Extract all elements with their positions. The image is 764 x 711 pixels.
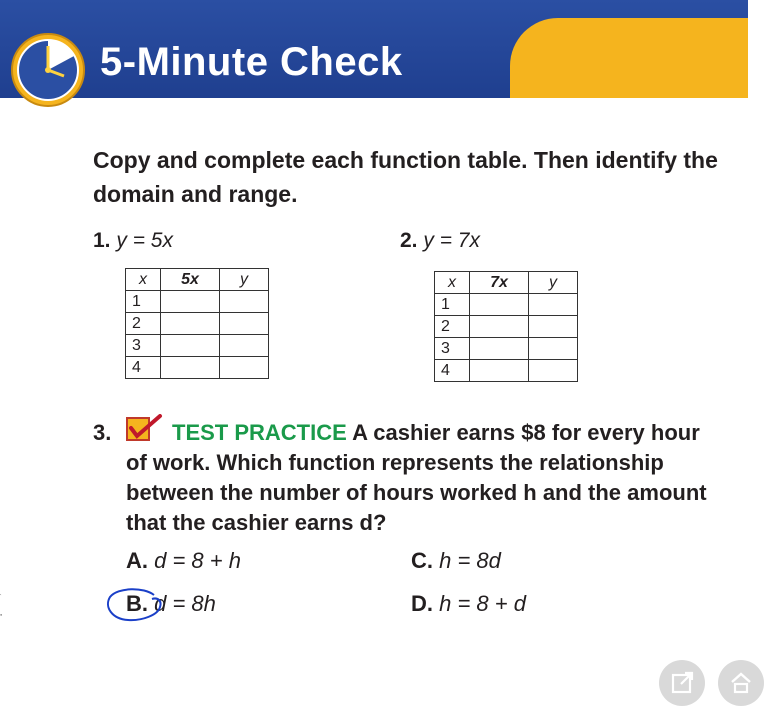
question-3-number: 3. — [93, 420, 112, 445]
table-row — [126, 357, 269, 379]
problem-2-number: 2. — [400, 229, 418, 252]
table-cell-empty[interactable] — [470, 316, 529, 338]
table-cell-empty[interactable] — [161, 291, 220, 313]
instructions: Copy and complete each function table. Then identify the domain and range. — [93, 147, 718, 207]
function-table-2 — [434, 271, 578, 382]
table-cell-x: 2 — [435, 316, 470, 338]
table-row — [435, 338, 578, 360]
choice-answer: h = 8d — [439, 548, 501, 573]
function-table-1 — [125, 268, 269, 379]
table-cell-x: 3 — [435, 338, 470, 360]
problem-2 — [400, 229, 480, 253]
banner-yellow-accent — [510, 18, 748, 98]
choice-letter: C. — [411, 548, 433, 573]
share-icon — [718, 660, 764, 706]
circle-annotation — [104, 585, 166, 625]
share-button[interactable] — [718, 660, 764, 706]
table-header: y — [529, 272, 578, 294]
choice-answer: d = 8h — [154, 591, 216, 616]
problem-1 — [93, 229, 173, 253]
choice-c[interactable] — [411, 548, 501, 574]
table-cell-empty[interactable] — [220, 357, 269, 379]
problem-2-equation: y = 7x — [423, 229, 480, 252]
choice-letter: B. — [126, 591, 148, 616]
table-cell-empty[interactable] — [470, 338, 529, 360]
table-cell-x: 4 — [126, 357, 161, 379]
table-cell-empty[interactable] — [220, 335, 269, 357]
table-cell-empty[interactable] — [470, 360, 529, 382]
table-row — [435, 360, 578, 382]
table-header: x — [126, 269, 161, 291]
table-cell-empty[interactable] — [161, 335, 220, 357]
external-link-button[interactable] — [659, 660, 705, 706]
table-cell-empty[interactable] — [161, 357, 220, 379]
table-row — [126, 335, 269, 357]
test-practice-label: TEST PRACTICE — [172, 420, 347, 445]
table-cell-empty[interactable] — [529, 360, 578, 382]
table-cell-empty[interactable] — [470, 294, 529, 316]
table-cell-x: 2 — [126, 313, 161, 335]
table-cell-empty[interactable] — [529, 338, 578, 360]
table-header: 7x — [470, 272, 529, 294]
header-banner — [0, 0, 748, 98]
table-cell-empty[interactable] — [529, 294, 578, 316]
table-row — [435, 316, 578, 338]
table-cell-x: 1 — [435, 294, 470, 316]
choice-letter: A. — [126, 548, 148, 573]
choice-d[interactable] — [411, 591, 526, 617]
table-cell-x: 4 — [435, 360, 470, 382]
choice-letter: D. — [411, 591, 433, 616]
table-row — [126, 291, 269, 313]
external-link-icon — [659, 660, 705, 706]
table-row — [435, 294, 578, 316]
table-cell-x: 3 — [126, 335, 161, 357]
side-credit — [0, 579, 2, 658]
problem-1-equation: y = 5x — [116, 229, 173, 252]
table-cell-x: 1 — [126, 291, 161, 313]
problem-1-number: 1. — [93, 229, 111, 252]
question-3 — [93, 418, 723, 538]
table-cell-empty[interactable] — [161, 313, 220, 335]
table-row — [126, 313, 269, 335]
table-cell-empty[interactable] — [220, 291, 269, 313]
table-header: y — [220, 269, 269, 291]
choice-a[interactable] — [126, 548, 241, 574]
clock-icon — [10, 32, 86, 108]
choice-answer: d = 8 + h — [154, 548, 241, 573]
table-header: x — [435, 272, 470, 294]
table-header: 5x — [161, 269, 220, 291]
table-cell-empty[interactable] — [529, 316, 578, 338]
question-3-text: A cashier earns $8 for every hour of work. Which function represents the relationship between the number of hours worked h and the amount that the cashier earns d? — [126, 420, 707, 535]
choice-answer: h = 8 + d — [439, 591, 526, 616]
page-title: 5-Minute Check — [100, 40, 403, 84]
table-cell-empty[interactable] — [220, 313, 269, 335]
